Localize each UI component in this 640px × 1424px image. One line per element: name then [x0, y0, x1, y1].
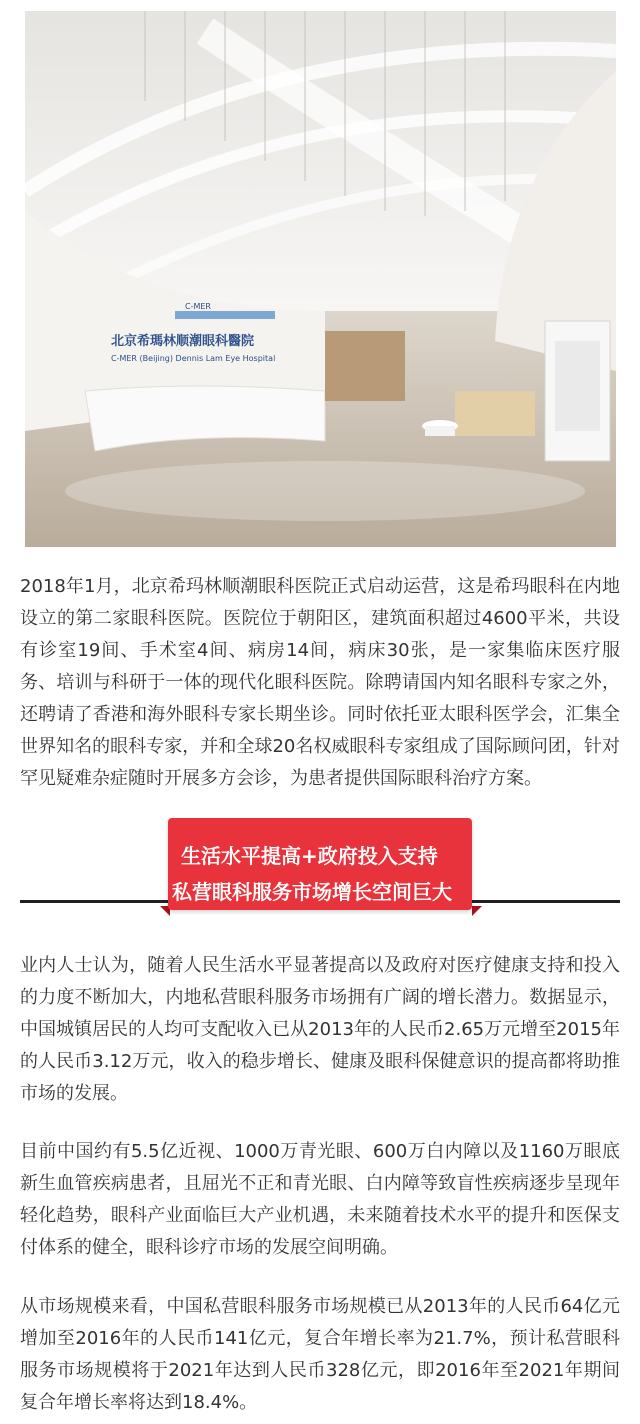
banner-line-2: 私营眼科服务市场增长空间巨大 [172, 880, 452, 904]
logo-text: C-MER [185, 302, 211, 311]
paragraph-market-size: 从市场规模来看，中国私营眼科服务市场规模已从2013年的人民币64亿元增加至2016年的人民币141亿元，复合年增长率为21.7%，预计私营眼科服务市场规模将于2021年达到人民币328亿元，即2016年至2021年期间复合年增长率将达到18.4%。 [20, 1296, 620, 1413]
hospital-sign-cn: 北京希瑪林顺潮眼科醫院 [111, 334, 255, 349]
logo-mark [175, 311, 275, 319]
paragraph-patient-statistics: 目前中国约有5.5亿近视、1000万青光眼、600万白内障以及1160万眼底新生血管疾病患者，且屈光不正和青光眼、白内障等致盲性疾病逐步呈现年轻化趋势，眼科产业面临巨大产业机遇，未来随着技术水平的提升和医保支付体系的健全，眼科诊疗市场的发展空间明确。 [20, 1141, 620, 1258]
hospital-lobby-photo [25, 11, 616, 547]
lobby-illustration [25, 11, 616, 547]
banner-fold-right [472, 906, 482, 916]
paragraph-market-drivers: 业内人士认为，随着人民生活水平显著提高以及政府对医疗健康支持和投入的力度不断加大，内地私营眼科服务市场拥有广阔的增长潜力。数据显示，中国城镇居民的人均可支配收入已从2013年的人民币2.65万元增至2015年的人民币3.12万元，收入的稳步增长、健康及眼科保健意识的提高都将助推市场的发展。 [20, 955, 620, 1104]
hospital-sign-en: C-MER (Beijing) Dennis Lam Eye Hospital [111, 354, 276, 363]
banner-line-1: 生活水平提高+政府投入支持 [181, 844, 438, 868]
paragraph-hospital-intro: 2018年1月，北京希玛林顺潮眼科医院正式启动运营，这是希玛眼科在内地设立的第二家眼科医院。医院位于朝阳区，建筑面积超过4600平米，共设有诊室19间、手术室4间、病房14间，病床30张，是一家集临床医疗服务、培训与科研于一体的现代化眼科医院。除聘请国内知名眼科专家之外，还聘请了香港和海外眼科专家长期坐诊。同时依托亚太眼科医学会，汇集全世界知名的眼科专家，并和全球20名权威眼科专家组成了国际顾问团，针对罕见疑难杂症随时开展多方会诊，为患者提供国际眼科治疗方案。 [20, 576, 620, 789]
